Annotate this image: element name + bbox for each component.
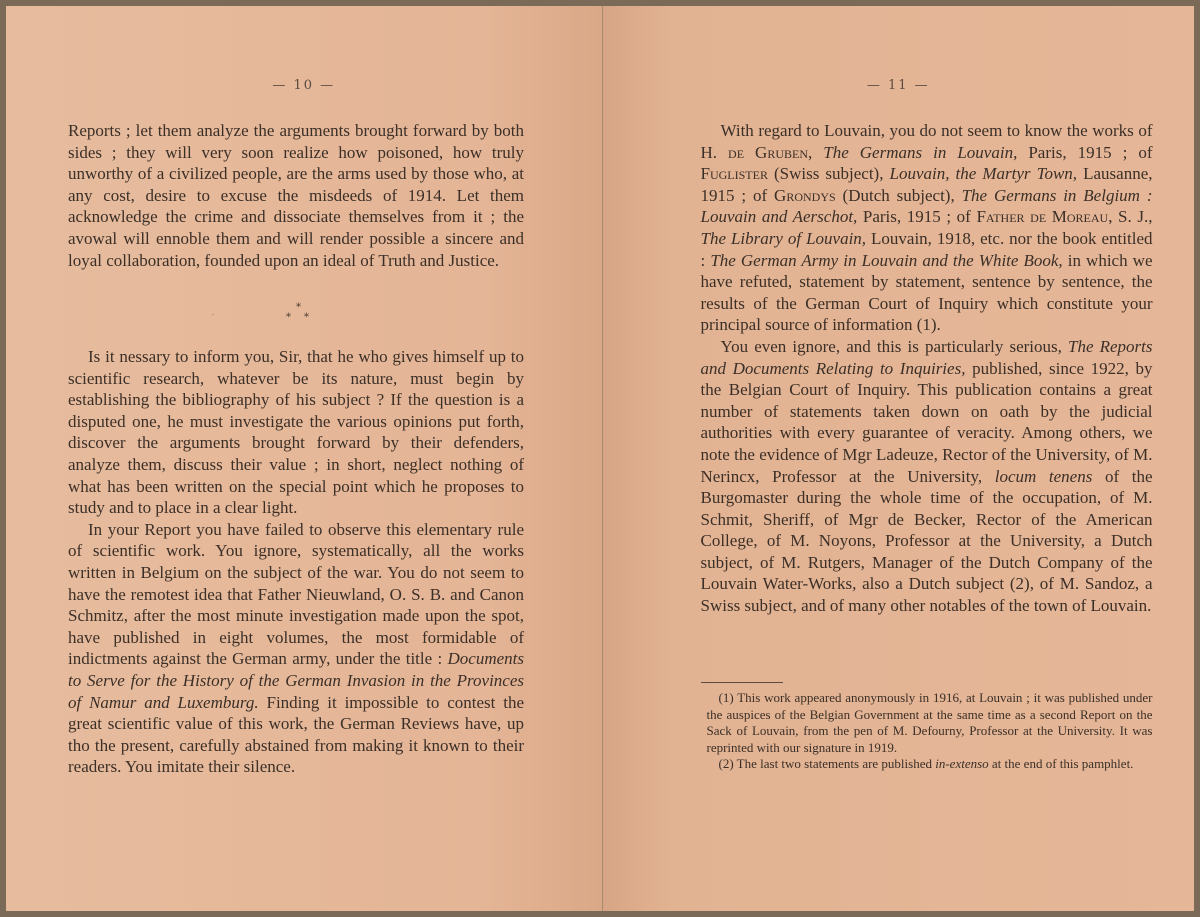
section-break-asterisks: * * * · [212,302,309,323]
italic-title: The Germans in Belgium : Louvain and Aerschot, [700,185,1153,227]
paragraph: With regard to Louvain, you do not seem to know the works of H. de Gruben, The Germans in Louvain, Paris, 1915 ; of Fuglister (Swiss subject), Louvain, the Martyr Town, Lausanne, 1915 ; of Grondys (Dutch subject), The Germans in Belgium : Louvain and Aerschot, Paris, 1915 ; of Father de Moreau, S. J., The Library of Louvain, Louvain, 1918, etc. nor the book entitled : The German Army in Louvain and the White Book, in which we have refuted, statement by statement, sentence by sentence, the results of the German Court of Inquiry which constitute your principal source of information (1). [700,121,1153,335]
italic-title: The Library of Louvain, [700,228,867,248]
text-block-bottom [68,346,524,778]
footnote: (2) The last two statements are published in-extenso at the end of this pamphlet. [718,756,1134,772]
author-name: de Gruben [728,142,808,162]
italic-title: The German Army in Louvain and the White Book, [710,250,1063,270]
footnotes [707,690,1153,773]
page-number: — 10 — [272,78,336,93]
paragraph: You even ignore, and this is particularly serious, The Reports and Documents Relating to Inquiries, published, since 1922, by the Belgian Court of Inquiry. This publication contains a great number of statements taken down on oath by the judicial authorities with every guarantee of veracity. Among others, we note the evidence of Mgr Ladeuze, Rector of the University, of M. Nerincx, Professor at the University, locum tenens of the Burgomaster during the whole time of the occupation, of M. Schmit, Sheriff, of Mgr de Becker, Rector of the American College, of M. Noyons, Professor at the University, a Dutch subject, of M. Rutgers, Manager of the Dutch Company of the Louvain Water-Works, also a Dutch subject (2), of M. Sandoz, a Swiss subject, and of many other notables of the town of Louvain. [700,336,1153,616]
text-run: In your Report you have failed to observe this elementary rule of scientific work. You ignore, systematically, all the works written in Belgium on the subject of the war. You do not seem to have the remotest idea that Father Nieuwland, O. S. B. and Canon Schmitz, after the most minute investigation made upon the spot, have published in eight volumes, the most formidable of indictments against the German army, under the title : [68,519,524,669]
footnote-divider [701,682,783,683]
text-run: Finding it impossible to contest the great scientific value of this work, the German Reviews have, up tho the present, carefully abstained from making it known to their readers. You imitate their silence. [68,692,524,777]
left-page [6,6,602,911]
italic-title: The Germans in Louvain, [823,142,1018,162]
footnote: (1) This work appeared anonymously in 1916, at Louvain ; it was published under the auspices of the Belgian Government at the same time as a second Report on the Sack of Louvain, from the pen of M. Defourny, Professor at the University. It was reprinted with our signature in 1919. [706,690,1153,755]
italic-phrase: locum tenens [994,466,1093,486]
author-name: Grondys [774,185,836,205]
text-block [701,120,1153,617]
italic-title: Documents to Serve for the History of the German Invasion in the Provinces of Namur and Luxemburg. [68,649,524,712]
book-spread [6,6,1194,911]
text-block-top [68,120,524,271]
page-number: — 11 — [866,78,930,93]
italic-title: Louvain, the Martyr Town, [889,164,1078,184]
paragraph [68,519,524,778]
italic-title: The Reports and Documents Relating to Inquiries, [700,336,1153,378]
paragraph: Is it nessary to inform you, Sir, that he who gives himself up to scientific research, whatever be its nature, must begin by establishing the bibliography of his subject ? If the question is a disputed one, he must investigate the various opinions put forth, discover the arguments brought forward by their defenders, analyze them, discuss their value ; in short, neglect nothing of what has been written on the special point which he proposes to study and to place in a clear light. [68,347,524,518]
paragraph: Reports ; let them analyze the arguments brought forward by both sides ; they will very soon realize how poisoned, how truly unworthy of a civilized people, are the arms used by those who, at any cost, desire to excuse the misdeeds of 1914. Let them acknowledge the crime and dissociate themselves from it ; the avowal will ennoble them and will render possible a sincere and loyal collaboration, founded upon an ideal of Truth and Justice. [68,121,524,270]
author-name: Father de Moreau [976,207,1109,227]
author-name: Fuglister [700,164,768,184]
right-page [603,6,1195,911]
italic-phrase: in-extenso [935,756,989,772]
